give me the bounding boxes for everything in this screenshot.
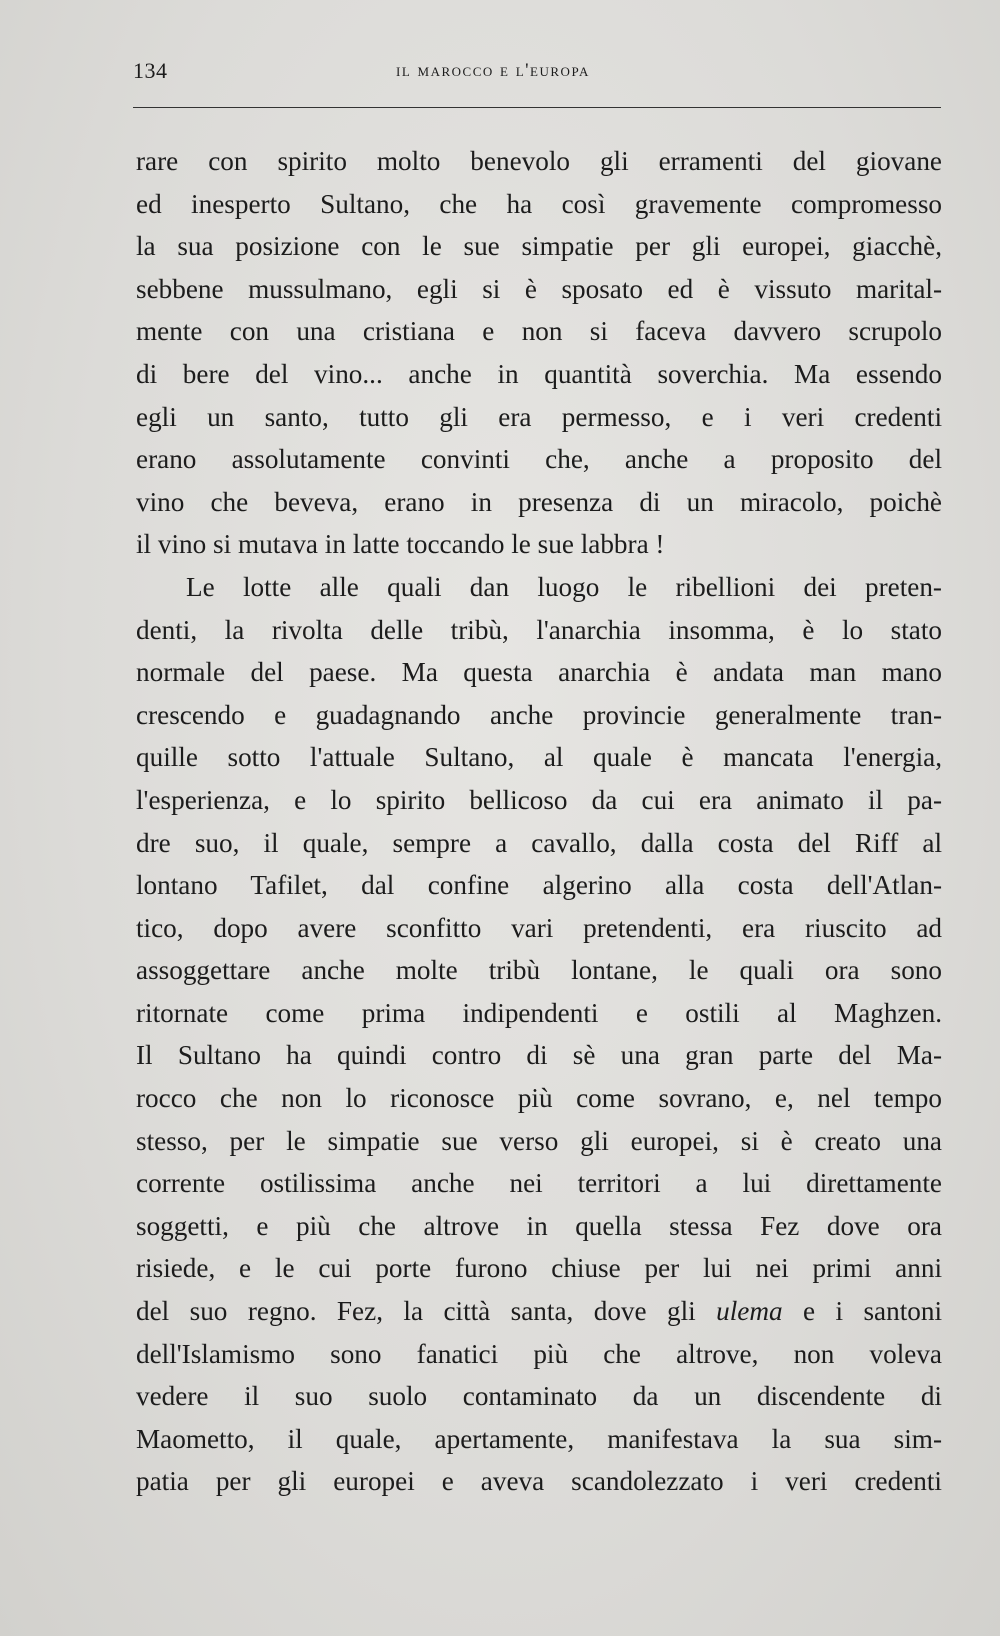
italic-term: ulema: [716, 1296, 783, 1327]
text-line: Maometto, il quale, apertamente, manifestava la sua sim-: [136, 1423, 942, 1454]
running-title: il marocco e l'europa: [396, 60, 590, 81]
text-line: tico, dopo avere sconfitto vari pretendenti, era riuscito ad: [136, 912, 942, 943]
paragraph-end-line: il vino si mutava in latte toccando le sue labbra !: [136, 529, 665, 560]
text-line: vedere il suo suolo contaminato da un discendente di: [136, 1381, 942, 1412]
text-line: ritornate come prima indipendenti e ostili al Maghzen.: [136, 997, 942, 1028]
text-line: Il Sultano ha quindi contro di sè una gran parte del Ma-: [136, 1040, 942, 1071]
text-line: ed inesperto Sultano, che ha così gravemente compromesso: [136, 188, 942, 219]
text-line: assoggettare anche molte tribù lontane, le quali ora sono: [136, 955, 942, 986]
text-line: lontano Tafilet, dal confine algerino alla costa dell'Atlan-: [136, 870, 942, 901]
text-line: vino che beveva, erano in presenza di un miracolo, poichè: [136, 486, 942, 517]
paragraph-start-line: Le lotte alle quali dan luogo le ribellioni dei preten-: [186, 571, 942, 602]
text-line: dre suo, il quale, sempre a cavallo, dalla costa del Riff al: [136, 827, 942, 858]
text-line: stesso, per le simpatie sue verso gli europei, si è creato una: [136, 1125, 942, 1156]
text-line: patia per gli europei e aveva scandolezzato i veri credenti: [136, 1466, 942, 1497]
running-head: [133, 58, 941, 90]
text-line: l'esperienza, e lo spirito bellicoso da cui era animato il pa-: [136, 784, 942, 815]
text-line: risiede, e le cui porte furono chiuse per lui nei primi anni: [136, 1253, 942, 1284]
page-number: 134: [133, 58, 168, 83]
line-text-after-italic: e i santoni: [803, 1296, 942, 1327]
text-line: normale del paese. Ma questa anarchia è andata man mano: [136, 657, 942, 688]
text-line: mente con una cristiana e non si faceva davvero scrupolo: [136, 316, 942, 347]
text-line: corrente ostilissima anche nei territori a lui direttamente: [136, 1168, 942, 1199]
text-line: erano assolutamente convinti che, anche a proposito del: [136, 444, 942, 475]
text-line-with-italic: [136, 1290, 942, 1333]
line-text-before-italic: del suo regno. Fez, la città santa, dove gli: [136, 1296, 696, 1327]
text-line: crescendo e guadagnando anche provincie generalmente tran-: [136, 699, 942, 730]
text-line: rare con spirito molto benevolo gli erramenti del giovane: [136, 146, 942, 176]
text-line: egli un santo, tutto gli era permesso, e i veri credenti: [136, 401, 942, 432]
text-line: sebbene mussulmano, egli si è sposato ed è vissuto marital-: [136, 273, 942, 304]
text-line: rocco che non lo riconosce più come sovrano, e, nel tempo: [136, 1083, 942, 1114]
text-line: quille sotto l'attuale Sultano, al quale è mancata l'energia,: [136, 742, 942, 773]
text-line: la sua posizione con le sue simpatie per gli europei, giacchè,: [136, 231, 942, 262]
text-line: soggetti, e più che altrove in quella stessa Fez dove ora: [136, 1210, 942, 1241]
text-line: di bere del vino... anche in quantità soverchia. Ma essendo: [136, 358, 942, 389]
header-rule: [133, 107, 941, 108]
text-line: dell'Islamismo sono fanatici più che altrove, non voleva: [136, 1338, 942, 1369]
text-line: denti, la rivolta delle tribù, l'anarchia insomma, è lo stato: [136, 614, 942, 645]
body-text: [136, 140, 942, 1503]
